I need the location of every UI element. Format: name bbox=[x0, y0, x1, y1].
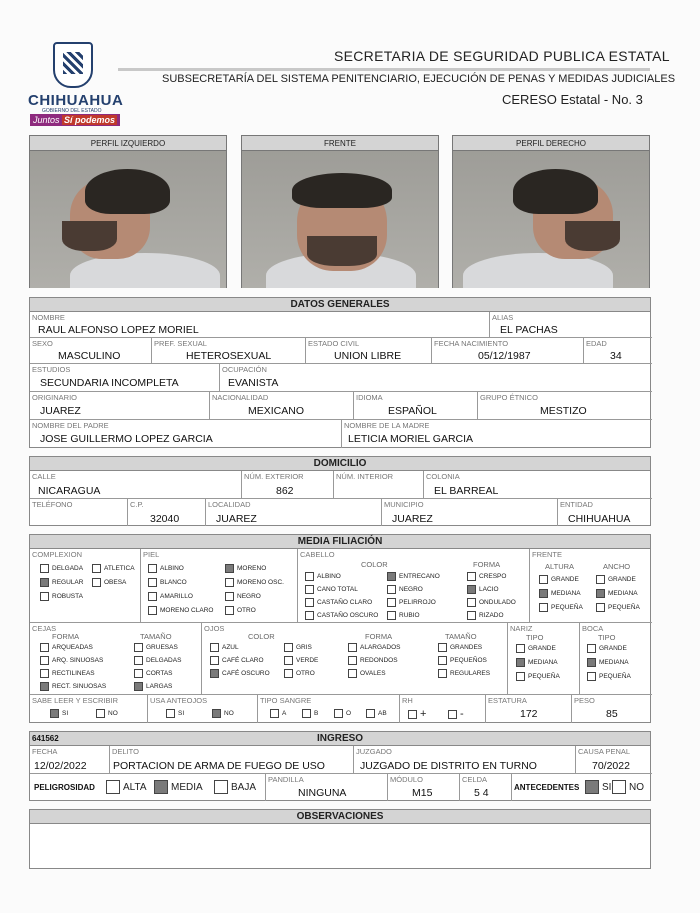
option-label: - bbox=[460, 708, 464, 720]
checkbox-atletica[interactable] bbox=[92, 564, 135, 573]
checkbox-ojos-cafe-claro[interactable] bbox=[210, 656, 264, 665]
value-nacionalidad: MEXICANO bbox=[248, 405, 305, 417]
label-originario: ORIGINARIO bbox=[32, 393, 78, 402]
value-peso: 85 bbox=[606, 708, 618, 720]
value-municipio: JUAREZ bbox=[392, 513, 433, 525]
label-cp: C.P. bbox=[130, 500, 144, 509]
label-ojos: OJOS bbox=[204, 624, 225, 633]
value-sexo: MASCULINO bbox=[58, 350, 121, 362]
label-sexo: SEXO bbox=[32, 339, 53, 348]
checkbox-forma-crespo[interactable] bbox=[467, 572, 506, 581]
ingreso-section bbox=[29, 731, 651, 801]
option-label: MEDIA bbox=[171, 781, 203, 793]
label-exterior: NÚM. EXTERIOR bbox=[244, 472, 304, 481]
option-label: PEQUEÑA bbox=[528, 673, 560, 680]
value-juzgado: JUZGADO DE DISTRITO EN TURNO bbox=[360, 760, 537, 772]
checkbox-cabello-castano-oscuro[interactable] bbox=[305, 611, 378, 620]
checkbox-ojos-regulares[interactable] bbox=[438, 669, 490, 678]
option-label: ATLETICA bbox=[104, 565, 135, 572]
section-title: MEDIA FILIACIÓN bbox=[30, 535, 650, 549]
shield-icon bbox=[53, 42, 93, 88]
label-estatura: ESTATURA bbox=[488, 696, 527, 705]
value-alias: EL PACHAS bbox=[500, 324, 558, 336]
header-divider bbox=[118, 68, 650, 71]
photo-front bbox=[241, 135, 439, 288]
checkbox-nariz-mediana[interactable] bbox=[516, 658, 558, 667]
option-label: ALBINO bbox=[160, 565, 184, 572]
checkbox-forma-ondulado[interactable] bbox=[467, 598, 516, 607]
option-label: ARQUEADAS bbox=[52, 644, 93, 651]
checkbox-boca-grande[interactable] bbox=[587, 644, 627, 653]
checkbox-cejas-gruesas[interactable] bbox=[134, 643, 178, 652]
value-calle: NICARAGUA bbox=[38, 485, 101, 497]
option-label: OVALES bbox=[360, 670, 386, 677]
folio-number: 641562 bbox=[32, 734, 59, 743]
label-pandilla: PANDILLA bbox=[268, 775, 304, 784]
checkbox-peligrosidad-media[interactable] bbox=[154, 780, 203, 794]
option-label: SI bbox=[178, 710, 185, 717]
option-label: GRANDE bbox=[551, 576, 579, 583]
label-nacionalidad: NACIONALIDAD bbox=[212, 393, 269, 402]
label-nombre: NOMBRE bbox=[32, 313, 65, 322]
option-label: ALBINO bbox=[317, 573, 341, 580]
option-label: VERDE bbox=[296, 657, 319, 664]
label-idioma: IDIOMA bbox=[356, 393, 383, 402]
option-label: REDONDOS bbox=[360, 657, 398, 664]
checkbox-robusta[interactable] bbox=[40, 592, 83, 601]
option-label: ENTRECANO bbox=[399, 573, 440, 580]
photo-right-profile bbox=[452, 135, 650, 288]
value-pref: HETEROSEXUAL bbox=[186, 350, 272, 362]
checkbox-anteojos-si[interactable] bbox=[166, 709, 184, 718]
slogan-b: Sí podemos bbox=[64, 115, 116, 125]
value-originario: JUAREZ bbox=[40, 405, 81, 417]
checkbox-ojos-verde[interactable] bbox=[284, 656, 318, 665]
label-cabello: CABELLO bbox=[300, 550, 335, 559]
logo-subtitle: GOBIERNO DEL ESTADO bbox=[42, 108, 102, 114]
option-label: GRANDE bbox=[599, 645, 627, 652]
option-label: DELGADA bbox=[52, 565, 84, 572]
checkbox-ojos-cafe-oscuro[interactable] bbox=[210, 669, 270, 678]
checkbox-cejas-largas[interactable] bbox=[134, 682, 172, 691]
section-title: INGRESO bbox=[30, 732, 650, 746]
checkbox-cabello-pelirrojo[interactable] bbox=[387, 598, 436, 607]
option-label: PEQUEÑA bbox=[551, 604, 583, 611]
section-title: OBSERVACIONES bbox=[30, 810, 650, 824]
option-label: BAJA bbox=[231, 781, 257, 793]
label-telefono: TELÉFONO bbox=[32, 500, 73, 509]
value-edad: 34 bbox=[610, 350, 622, 362]
label-boca: BOCA bbox=[582, 624, 604, 633]
option-label: CASTAÑO CLARO bbox=[317, 599, 373, 606]
option-label: B bbox=[314, 710, 319, 717]
value-colonia: EL BARREAL bbox=[434, 485, 499, 497]
label-padre: NOMBRE DEL PADRE bbox=[32, 421, 109, 430]
checkbox-piel-moreno-osc[interactable] bbox=[225, 578, 284, 587]
option-label: ALARGADOS bbox=[360, 644, 401, 651]
value-fecha: 12/02/2022 bbox=[34, 760, 87, 772]
value-nacimiento: 05/12/1987 bbox=[478, 350, 531, 362]
option-label: CAFÉ CLARO bbox=[222, 657, 264, 664]
label-modulo: MÓDULO bbox=[390, 775, 423, 784]
option-label: GRANDE bbox=[608, 576, 636, 583]
option-label: SI bbox=[602, 781, 612, 793]
checkbox-piel-negro[interactable] bbox=[225, 592, 261, 601]
label-anteojos: USA ANTEOJOS bbox=[150, 696, 208, 705]
label-municipio: MUNICIPIO bbox=[384, 500, 424, 509]
value-estudios: SECUNDARIA INCOMPLETA bbox=[40, 377, 179, 389]
label-sangre: TIPO SANGRE bbox=[260, 696, 312, 705]
label-causa: CAUSA PENAL bbox=[578, 747, 631, 756]
checkbox-cabello-albino[interactable] bbox=[305, 572, 341, 581]
option-label: NO bbox=[224, 710, 234, 717]
section-title: DATOS GENERALES bbox=[30, 298, 650, 312]
value-delito: PORTACION DE ARMA DE FUEGO DE USO bbox=[113, 760, 325, 772]
checkbox-cabello-rubio[interactable] bbox=[387, 611, 420, 620]
value-celda: 5 4 bbox=[474, 787, 489, 799]
observaciones-section bbox=[29, 809, 651, 869]
label-cejas-forma: FORMA bbox=[52, 632, 80, 641]
label-nariz: NARIZ bbox=[510, 624, 533, 633]
value-exterior: 862 bbox=[276, 485, 294, 497]
checkbox-antecedentes-no[interactable] bbox=[612, 780, 644, 794]
media-filiacion-section bbox=[29, 534, 651, 723]
checkbox-sangre-o[interactable] bbox=[334, 709, 351, 718]
label-peligrosidad: PELIGROSIDAD bbox=[34, 783, 95, 792]
photo-label: PERFIL DERECHO bbox=[453, 136, 649, 151]
option-label: PEQUEÑA bbox=[599, 673, 631, 680]
value-causa: 70/2022 bbox=[592, 760, 630, 772]
section-title: DOMICILIO bbox=[30, 457, 650, 471]
option-label: AMARILLO bbox=[160, 593, 193, 600]
value-cp: 32040 bbox=[150, 513, 180, 525]
label-madre: NOMBRE DE LA MADRE bbox=[344, 421, 430, 430]
label-boca-tipo: TIPO bbox=[598, 633, 616, 642]
header-subtitle: SUBSECRETARÍA DEL SISTEMA PENITENCIARIO, EJECUCIÓN DE PENAS Y MEDIDAS JUDICIALES bbox=[162, 73, 676, 85]
option-label: MORENO CLARO bbox=[160, 607, 214, 614]
checkbox-cejas-arqueadas[interactable] bbox=[40, 643, 93, 652]
label-antecedentes: ANTECEDENTES bbox=[514, 783, 580, 792]
checkbox-boca-pequena[interactable] bbox=[587, 672, 631, 681]
option-label: DELGADAS bbox=[146, 657, 182, 664]
label-calle: CALLE bbox=[32, 472, 56, 481]
label-frente: FRENTE bbox=[532, 550, 562, 559]
checkbox-ojos-azul[interactable] bbox=[210, 643, 239, 652]
checkbox-peligrosidad-baja[interactable] bbox=[214, 780, 256, 794]
checkbox-cabello-negro[interactable] bbox=[387, 585, 423, 594]
option-label: REGULARES bbox=[450, 670, 491, 677]
option-label: CORTAS bbox=[146, 670, 173, 677]
value-padre: JOSE GUILLERMO LOPEZ GARCIA bbox=[40, 433, 213, 445]
checkbox-ancho-mediana[interactable] bbox=[596, 589, 638, 598]
checkbox-cejas-delgadas[interactable] bbox=[134, 656, 181, 665]
checkbox-ojos-otro[interactable] bbox=[284, 669, 315, 678]
option-label: MEDIANA bbox=[599, 659, 629, 666]
label-cabello-forma: FORMA bbox=[473, 560, 501, 569]
checkbox-ojos-ovales[interactable] bbox=[348, 669, 386, 678]
option-label: ALTA bbox=[123, 781, 147, 793]
checkbox-leer-no[interactable] bbox=[96, 709, 118, 718]
checkbox-altura-mediana[interactable] bbox=[539, 589, 581, 598]
value-ocupacion: EVANISTA bbox=[228, 377, 279, 389]
label-alias: ALIAS bbox=[492, 313, 514, 322]
option-label: REGULAR bbox=[52, 579, 84, 586]
value-etnico: MESTIZO bbox=[540, 405, 587, 417]
header-title: SECRETARIA DE SEGURIDAD PUBLICA ESTATAL bbox=[334, 48, 670, 64]
checkbox-ojos-pequenos[interactable] bbox=[438, 656, 487, 665]
value-estatura: 172 bbox=[520, 708, 538, 720]
label-ocupacion: OCUPACIÓN bbox=[222, 365, 267, 374]
checkbox-piel-otro[interactable] bbox=[225, 606, 256, 615]
option-label: RUBIO bbox=[399, 612, 420, 619]
label-celda: CELDA bbox=[462, 775, 488, 784]
label-piel: PIEL bbox=[143, 550, 160, 559]
checkbox-sangre-a[interactable] bbox=[270, 709, 286, 718]
datos-generales-section bbox=[29, 297, 651, 448]
value-modulo: M15 bbox=[412, 787, 433, 799]
label-civil: ESTADO CIVIL bbox=[308, 339, 360, 348]
checkbox-forma-rizado[interactable] bbox=[467, 611, 504, 620]
checkbox-rh-plus[interactable] bbox=[408, 708, 426, 720]
value-civil: UNION LIBRE bbox=[334, 350, 402, 362]
checkbox-cabello-entrecano[interactable] bbox=[387, 572, 440, 581]
slogan bbox=[30, 114, 120, 126]
checkbox-piel-blanco[interactable] bbox=[148, 578, 187, 587]
label-estudios: ESTUDIOS bbox=[32, 365, 71, 374]
label-pref: PREF. SEXUAL bbox=[154, 339, 207, 348]
checkbox-altura-pequena[interactable] bbox=[539, 603, 583, 612]
option-label: SI bbox=[62, 710, 69, 717]
checkbox-nariz-pequena[interactable] bbox=[516, 672, 560, 681]
page-header bbox=[0, 0, 700, 130]
option-label: O bbox=[346, 710, 352, 717]
label-ojos-forma: FORMA bbox=[365, 632, 393, 641]
option-label: LACIO bbox=[479, 586, 499, 593]
option-label: LARGAS bbox=[146, 683, 173, 690]
option-label: MEDIANA bbox=[608, 590, 638, 597]
value-nombre: RAUL ALFONSO LOPEZ MORIEL bbox=[38, 324, 199, 336]
checkbox-rh-minus[interactable] bbox=[448, 708, 464, 720]
state-logo bbox=[28, 42, 128, 132]
domicilio-section bbox=[29, 456, 651, 526]
option-label: NO bbox=[629, 781, 644, 793]
checkbox-cejas-sinuosas[interactable] bbox=[40, 656, 103, 665]
option-label: NO bbox=[108, 710, 118, 717]
label-fecha: FECHA bbox=[32, 747, 58, 756]
option-label: GRUESAS bbox=[146, 644, 178, 651]
option-label: OBESA bbox=[104, 579, 127, 586]
checkbox-altura-grande[interactable] bbox=[539, 575, 579, 584]
label-ancho: ANCHO bbox=[603, 562, 631, 571]
label-cejas-tamano: TAMAÑO bbox=[140, 632, 172, 641]
checkbox-piel-moreno-claro[interactable] bbox=[148, 606, 213, 615]
header-facility: CERESO Estatal - No. 3 bbox=[502, 92, 643, 107]
option-label: ARQ. SINUOSAS bbox=[52, 657, 104, 664]
option-label: ROBUSTA bbox=[52, 593, 83, 600]
option-label: OTRO bbox=[237, 607, 256, 614]
checkbox-piel-amarillo[interactable] bbox=[148, 592, 193, 601]
checkbox-nariz-grande[interactable] bbox=[516, 644, 556, 653]
option-label: NEGRO bbox=[399, 586, 423, 593]
value-madre: LETICIA MORIEL GARCIA bbox=[348, 433, 474, 445]
option-label: GRIS bbox=[296, 644, 312, 651]
label-leer: SABE LEER Y ESCRIBIR bbox=[32, 696, 119, 705]
label-entidad: ENTIDAD bbox=[560, 500, 593, 509]
option-label: CASTAÑO OSCURO bbox=[317, 612, 379, 619]
option-label: RIZADO bbox=[479, 612, 504, 619]
label-juzgado: JUZGADO bbox=[356, 747, 392, 756]
option-label: CANO TOTAL bbox=[317, 586, 358, 593]
checkbox-peligrosidad-alta[interactable] bbox=[106, 780, 147, 794]
option-label: GRANDES bbox=[450, 644, 483, 651]
checkbox-delgada[interactable] bbox=[40, 564, 83, 573]
checkbox-piel-moreno[interactable] bbox=[225, 564, 266, 573]
label-interior: NÚM. INTERIOR bbox=[336, 472, 394, 481]
checkbox-ancho-pequena[interactable] bbox=[596, 603, 640, 612]
label-rh: RH bbox=[402, 696, 413, 705]
label-delito: DELITO bbox=[112, 747, 139, 756]
option-label: RECT. SINUOSAS bbox=[52, 683, 107, 690]
option-label: MEDIANA bbox=[528, 659, 558, 666]
label-complexion: COMPLEXION bbox=[32, 550, 83, 559]
option-label: CRESPO bbox=[479, 573, 507, 580]
checkbox-anteojos-no[interactable] bbox=[212, 709, 234, 718]
label-peso: PESO bbox=[574, 696, 595, 705]
value-localidad: JUAREZ bbox=[216, 513, 257, 525]
label-ojos-color: COLOR bbox=[248, 632, 275, 641]
option-label: PEQUEÑA bbox=[608, 604, 640, 611]
label-edad: EDAD bbox=[586, 339, 607, 348]
option-label: BLANCO bbox=[160, 579, 187, 586]
checkbox-sangre-b[interactable] bbox=[302, 709, 318, 718]
checkbox-piel-albino[interactable] bbox=[148, 564, 184, 573]
label-cabello-color: COLOR bbox=[361, 560, 388, 569]
label-localidad: LOCALIDAD bbox=[208, 500, 251, 509]
checkbox-leer-si[interactable] bbox=[50, 709, 68, 718]
value-idioma: ESPAÑOL bbox=[388, 405, 437, 417]
option-label: OTRO bbox=[296, 670, 315, 677]
label-nariz-tipo: TIPO bbox=[526, 633, 544, 642]
option-label: ONDULADO bbox=[479, 599, 516, 606]
photo-label: FRENTE bbox=[242, 136, 438, 151]
photo-left-profile bbox=[29, 135, 227, 288]
checkbox-cabello-cano[interactable] bbox=[305, 585, 358, 594]
option-label: + bbox=[420, 708, 427, 720]
option-label: AZUL bbox=[222, 644, 239, 651]
checkbox-cejas-rect-sinuosas[interactable] bbox=[40, 682, 106, 691]
checkbox-cejas-cortas[interactable] bbox=[134, 669, 173, 678]
option-label: NEGRO bbox=[237, 593, 261, 600]
checkbox-boca-mediana[interactable] bbox=[587, 658, 629, 667]
label-colonia: COLONIA bbox=[426, 472, 460, 481]
checkbox-cejas-rectilineas[interactable] bbox=[40, 669, 95, 678]
value-entidad: CHIHUAHUA bbox=[568, 513, 631, 525]
option-label: AB bbox=[378, 710, 387, 717]
checkbox-sangre-ab[interactable] bbox=[366, 709, 387, 718]
logo-text: CHIHUAHUA bbox=[28, 92, 124, 109]
option-label: GRANDE bbox=[528, 645, 556, 652]
checkbox-forma-lacio[interactable] bbox=[467, 585, 499, 594]
option-label: PELIRROJO bbox=[399, 599, 436, 606]
label-ojos-tamano: TAMAÑO bbox=[445, 632, 477, 641]
label-cejas: CEJAS bbox=[32, 624, 57, 633]
checkbox-ancho-grande[interactable] bbox=[596, 575, 636, 584]
label-altura: ALTURA bbox=[545, 562, 575, 571]
option-label: MORENO bbox=[237, 565, 267, 572]
checkbox-ojos-grandes[interactable] bbox=[438, 643, 482, 652]
option-label: A bbox=[282, 710, 287, 717]
label-nacimiento: FECHA NACIMIENTO bbox=[434, 339, 509, 348]
option-label: CAFÉ OSCURO bbox=[222, 670, 270, 677]
option-label: RECTILINEAS bbox=[52, 670, 95, 677]
value-pandilla: NINGUNA bbox=[298, 787, 347, 799]
checkbox-obesa[interactable] bbox=[92, 578, 126, 587]
checkbox-ojos-alargados[interactable] bbox=[348, 643, 400, 652]
photo-label: PERFIL IZQUIERDO bbox=[30, 136, 226, 151]
checkbox-antecedentes-si[interactable] bbox=[585, 780, 611, 794]
option-label: MEDIANA bbox=[551, 590, 581, 597]
checkbox-ojos-gris[interactable] bbox=[284, 643, 312, 652]
checkbox-cabello-castano-claro[interactable] bbox=[305, 598, 372, 607]
slogan-a: Juntos bbox=[33, 115, 60, 125]
checkbox-regular[interactable] bbox=[40, 578, 83, 587]
option-label: MORENO OSC. bbox=[237, 579, 284, 586]
option-label: PEQUEÑOS bbox=[450, 657, 487, 664]
label-etnico: GRUPO ÉTNICO bbox=[480, 393, 538, 402]
checkbox-ojos-redondos[interactable] bbox=[348, 656, 398, 665]
